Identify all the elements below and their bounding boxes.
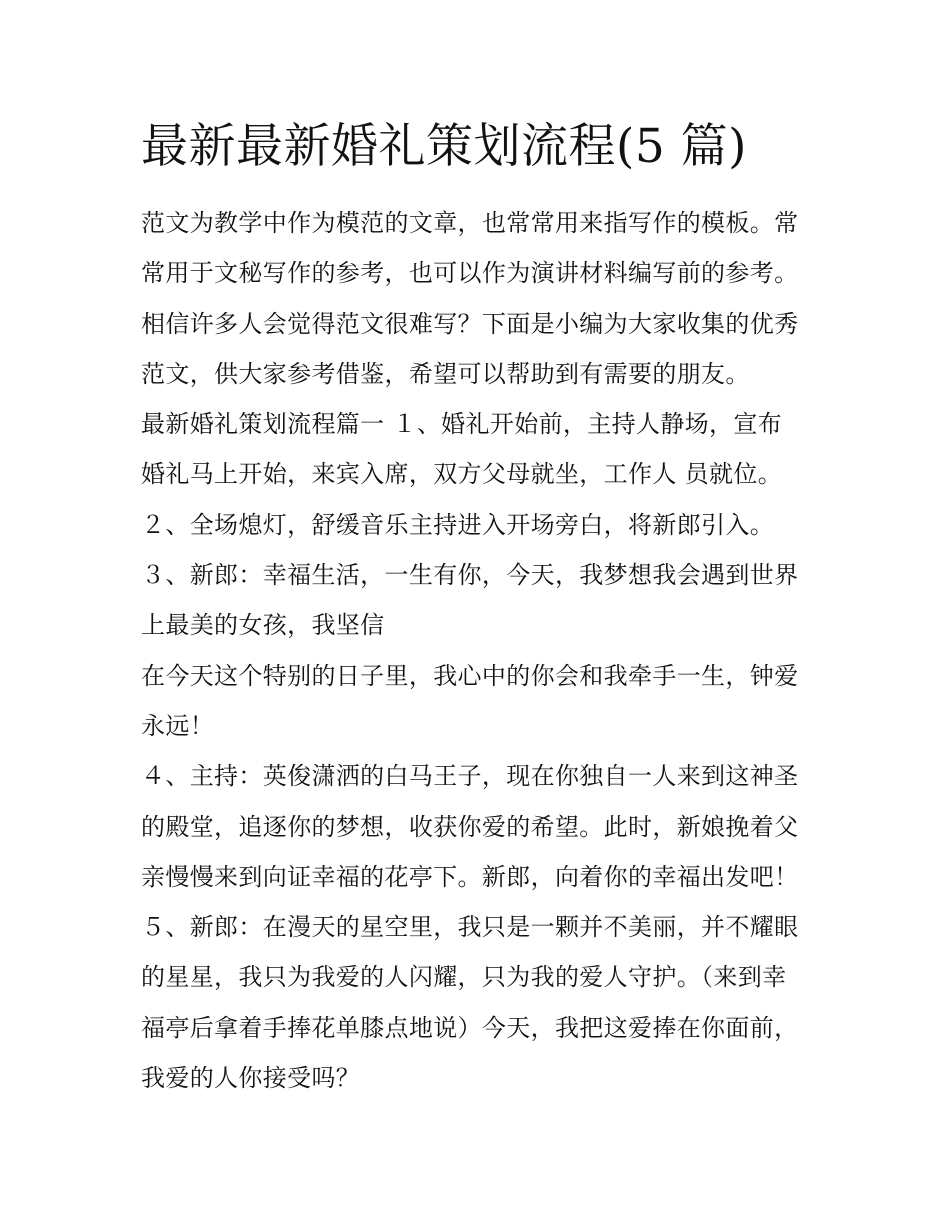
- body-line-8: ３、新郎：幸福生活，一生有你，今天，我梦想我会遇到世界: [141, 561, 799, 590]
- body-line-5: 最新婚礼策划流程篇一 １、婚礼开始前，主持人静场，宣布: [141, 410, 783, 439]
- body-line-6: 婚礼马上开始，来宾入席，双方父母就坐，工作人 员就位。: [141, 460, 783, 489]
- body-line-18: 我爱的人你接受吗？: [141, 1064, 361, 1093]
- body-line-10: 在今天这个特别的日子里，我心中的你会和我牵手一生，钟爱: [141, 661, 799, 690]
- body-line-12: ４、主持：英俊潇洒的白马王子，现在你独自一人来到这神圣: [141, 762, 799, 791]
- body-line-1: 范文为教学中作为模范的文章，也常常用来指写作的模板。常: [141, 209, 799, 237]
- body-line-11: 永远！: [141, 711, 215, 740]
- body-line-16: 的星星，我只为我爱的人闪耀，只为我的爱人守护。（来到幸: [141, 963, 787, 992]
- body-line-9: 上最美的女孩，我坚信: [141, 611, 385, 640]
- body-line-2: 常用于文秘写作的参考，也可以作为演讲材料编写前的参考。: [141, 259, 799, 288]
- document-body: [141, 198, 821, 1103]
- body-line-4: 范文，供大家参考借鉴，希望可以帮助到有需要的朋友。: [141, 359, 750, 388]
- body-line-7: ２、全场熄灯，舒缓音乐主持进入开场旁白，将新郎引入。: [141, 510, 775, 539]
- body-line-3: 相信许多人会觉得范文很难写？下面是小编为大家收集的优秀: [141, 309, 799, 338]
- body-line-17: 福亭后拿着手捧花单膝点地说）今天，我把这爱捧在你面前，: [141, 1013, 799, 1042]
- body-line-14: 亲慢慢来到向证幸福的花亭下。新郎，向着你的幸福出发吧！: [141, 862, 799, 891]
- body-line-13: 的殿堂，追逐你的梦想，收获你爱的希望。此时，新娘挽着父: [141, 812, 799, 841]
- document-title: 最新最新婚礼策划流程(5 篇): [141, 119, 748, 174]
- body-line-15: ５、新郎：在漫天的星空里，我只是一颗并不美丽，并不耀眼: [141, 913, 799, 942]
